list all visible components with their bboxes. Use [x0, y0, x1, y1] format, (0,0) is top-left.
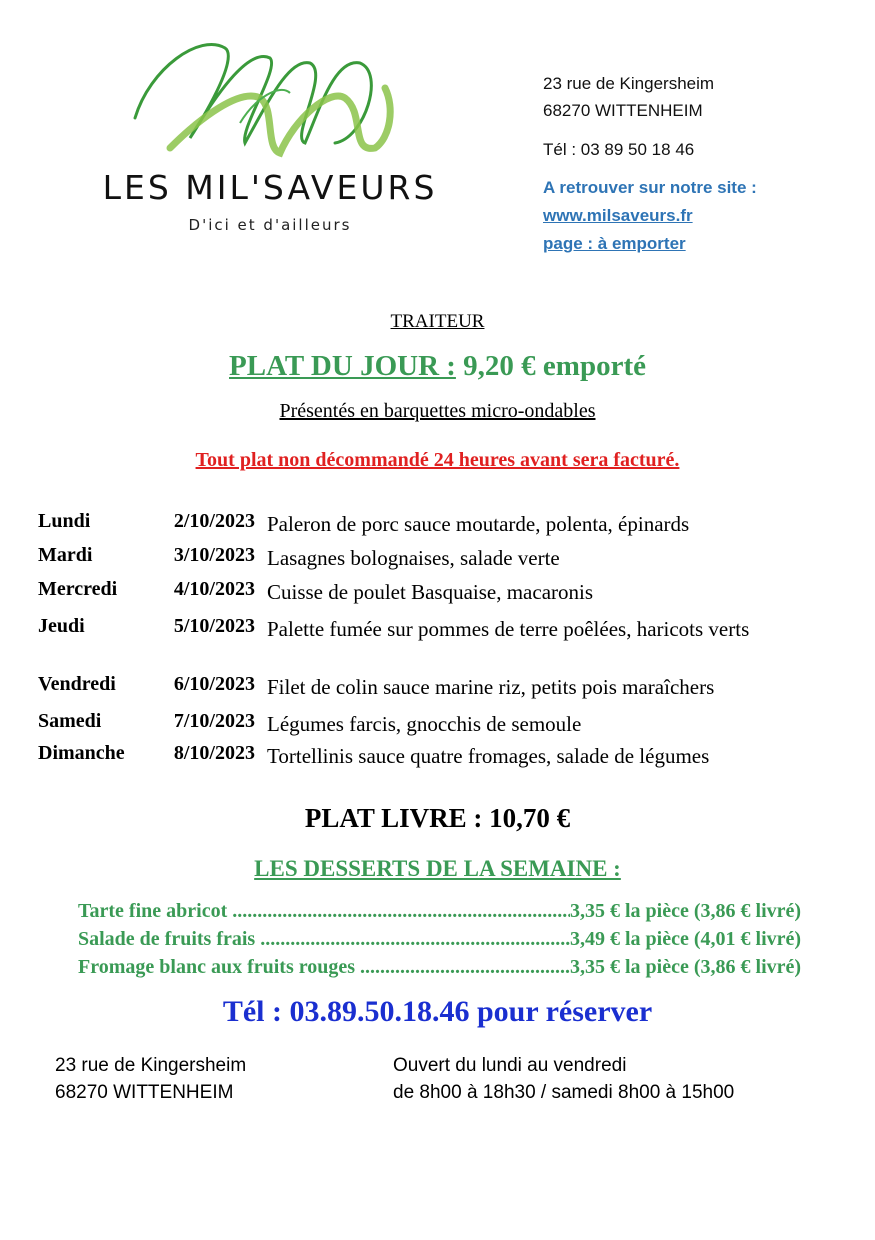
menu-dish: Filet de colin sauce marine riz, petits pois maraîchers: [267, 675, 715, 699]
footer-hours-line1: Ouvert du lundi au vendredi: [393, 1055, 627, 1076]
contact-block: [543, 70, 714, 163]
logo-title: LES MIL'SAVEURS: [102, 168, 438, 207]
dessert-name: Salade de fruits frais .....: [78, 925, 570, 953]
website-label: A retrouver sur notre site :: [543, 178, 757, 197]
menu-day: Vendredi: [38, 673, 116, 695]
desserts-list: [78, 897, 858, 981]
dessert-price: 3,35 € la pièce (3,86 € livré): [570, 900, 802, 922]
website-block: [543, 174, 757, 258]
menu-row: [38, 615, 838, 673]
menu-row: [38, 742, 838, 776]
dessert-price: 3,49 € la pièce (4,01 € livré): [570, 928, 802, 950]
menu-row: [38, 578, 838, 615]
plat-du-jour: [0, 350, 875, 383]
dessert-item: [78, 925, 858, 953]
menu-date: 3/10/2023: [173, 544, 255, 566]
footer-street: 23 rue de Kingersheim: [55, 1055, 247, 1076]
menu-dish: Légumes farcis, gnocchis de semoule: [267, 712, 582, 736]
website-link[interactable]: www.milsaveurs.fr: [543, 206, 693, 225]
footer-hours-line2: de 8h00 à 18h30 / samedi 8h00 à 15h00: [393, 1082, 735, 1103]
menu-day: Mardi: [38, 544, 93, 566]
menu-day: Mercredi: [38, 578, 118, 600]
dessert-price: 3,35 € la pièce (3,86 € livré): [570, 956, 802, 978]
menu-date: 5/10/2023: [173, 615, 255, 637]
footer-hours: [393, 1052, 734, 1106]
plat-livre: PLAT LIVRE : 10,70 €: [304, 803, 571, 833]
menu-row: [38, 544, 838, 578]
contact-phone: Tél : 03 89 50 18 46: [543, 140, 695, 159]
dessert-item: [78, 953, 858, 981]
menu-dish: Tortellinis sauce quatre fromages, salade de légumes: [267, 744, 710, 768]
cancellation-warning: Tout plat non décommandé 24 heures avant sera facturé.: [195, 449, 680, 471]
menu-date: 4/10/2023: [173, 578, 255, 600]
menu-day: Dimanche: [38, 742, 125, 764]
presentation-note: Présentés en barquettes micro-ondables: [279, 400, 596, 422]
logo-swirl-icon: [130, 28, 400, 163]
plat-du-jour-price: 9,20 € emporté: [455, 350, 646, 382]
logo-subtitle: D'ici et d'ailleurs: [188, 216, 352, 234]
menu-day: Samedi: [38, 710, 102, 732]
menu-date: 6/10/2023: [173, 673, 255, 695]
website-page-link[interactable]: page : à emporter: [543, 234, 686, 253]
weekly-menu: [38, 510, 838, 776]
menu-row: [38, 510, 838, 544]
logo: [60, 28, 480, 243]
menu-day: Jeudi: [38, 615, 85, 637]
desserts-title: LES DESSERTS DE LA SEMAINE :: [254, 856, 621, 881]
menu-date: 8/10/2023: [173, 742, 255, 764]
menu-row: [38, 710, 838, 742]
menu-dish: Lasagnes bolognaises, salade verte: [267, 546, 560, 570]
dessert-name: Tarte fine abricot .....: [78, 897, 570, 925]
menu-dish: Palette fumée sur pommes de terre poêlées, haricots verts: [267, 617, 750, 641]
menu-day: Lundi: [38, 510, 91, 532]
traiteur-heading: TRAITEUR: [390, 311, 485, 332]
menu-date: 2/10/2023: [173, 510, 255, 532]
menu-date: 7/10/2023: [173, 710, 255, 732]
contact-street: 23 rue de Kingersheim: [543, 74, 715, 93]
menu-dish: Paleron de porc sauce moutarde, polenta, épinards: [267, 512, 690, 536]
reservation-phone: Tél : 03.89.50.18.46 pour réserver: [222, 995, 653, 1028]
menu-row: [38, 673, 838, 710]
plat-du-jour-label: PLAT DU JOUR :: [229, 350, 456, 382]
footer-address: [55, 1052, 246, 1106]
dessert-name: Fromage blanc aux fruits rouges .....: [78, 953, 570, 981]
menu-dish: Cuisse de poulet Basquaise, macaronis: [267, 580, 594, 604]
dessert-item: [78, 897, 858, 925]
contact-city: 68270 WITTENHEIM: [543, 101, 703, 120]
footer-city: 68270 WITTENHEIM: [55, 1082, 234, 1103]
